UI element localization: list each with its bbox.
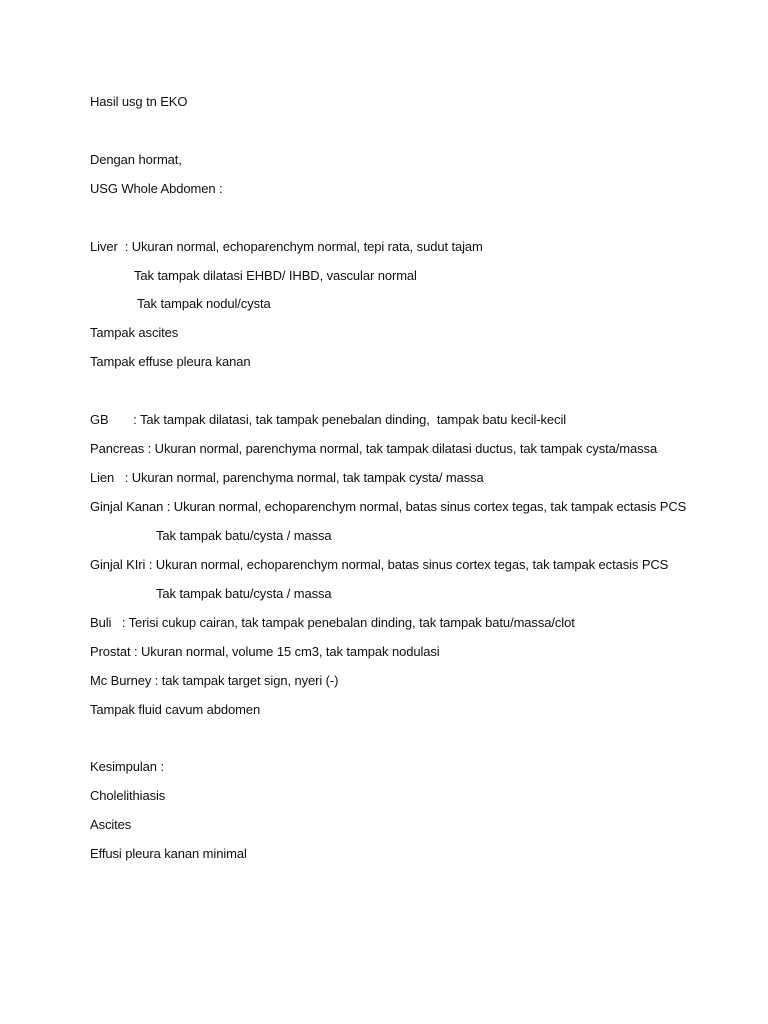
document-title: Hasil usg tn EKO bbox=[90, 94, 188, 109]
pancreas-line: Pancreas : Ukuran normal, parenchyma normal, tak tampak dilatasi ductus, tak tampak cysta/massa bbox=[90, 441, 658, 456]
fluid-line: Tampak fluid cavum abdomen bbox=[90, 702, 261, 717]
liver-line: Liver : Ukuran normal, echoparenchym normal, tepi rata, sudut tajam bbox=[90, 239, 483, 254]
prostat-line: Prostat : Ukuran normal, volume 15 cm3, tak tampak nodulasi bbox=[90, 644, 440, 659]
ascites-note: Tampak ascites bbox=[90, 325, 179, 340]
ginjal-kiri-line: Ginjal KIri : Ukuran normal, echoparenchym normal, batas sinus cortex tegas, tak tampak ectasis PCS bbox=[90, 557, 669, 572]
conclusion-heading: Kesimpulan : bbox=[90, 759, 164, 774]
conclusion-item: Effusi pleura kanan minimal bbox=[90, 846, 247, 861]
ginjal-kanan-line: Ginjal Kanan : Ukuran normal, echoparenchym normal, batas sinus cortex tegas, tak tampak ectasis PCS bbox=[90, 499, 687, 514]
conclusion-item: Ascites bbox=[90, 817, 132, 832]
ginjal-kanan-line: Tak tampak batu/cysta / massa bbox=[156, 528, 332, 543]
greeting: Dengan hormat, bbox=[90, 152, 182, 167]
conclusion-item: Cholelithiasis bbox=[90, 788, 166, 803]
liver-line: Tak tampak nodul/cysta bbox=[137, 296, 271, 311]
exam-heading: USG Whole Abdomen : bbox=[90, 181, 223, 196]
ginjal-kiri-line: Tak tampak batu/cysta / massa bbox=[156, 586, 332, 601]
lien-line: Lien : Ukuran normal, parenchyma normal, tak tampak cysta/ massa bbox=[90, 470, 484, 485]
mc-burney-line: Mc Burney : tak tampak target sign, nyeri (-) bbox=[90, 673, 339, 688]
effusion-note: Tampak effuse pleura kanan bbox=[90, 354, 251, 369]
gb-line: GB : Tak tampak dilatasi, tak tampak penebalan dinding, tampak batu kecil-kecil bbox=[90, 412, 567, 427]
buli-line: Buli : Terisi cukup cairan, tak tampak penebalan dinding, tak tampak batu/massa/clot bbox=[90, 615, 575, 630]
liver-line: Tak tampak dilatasi EHBD/ IHBD, vascular normal bbox=[134, 268, 417, 283]
